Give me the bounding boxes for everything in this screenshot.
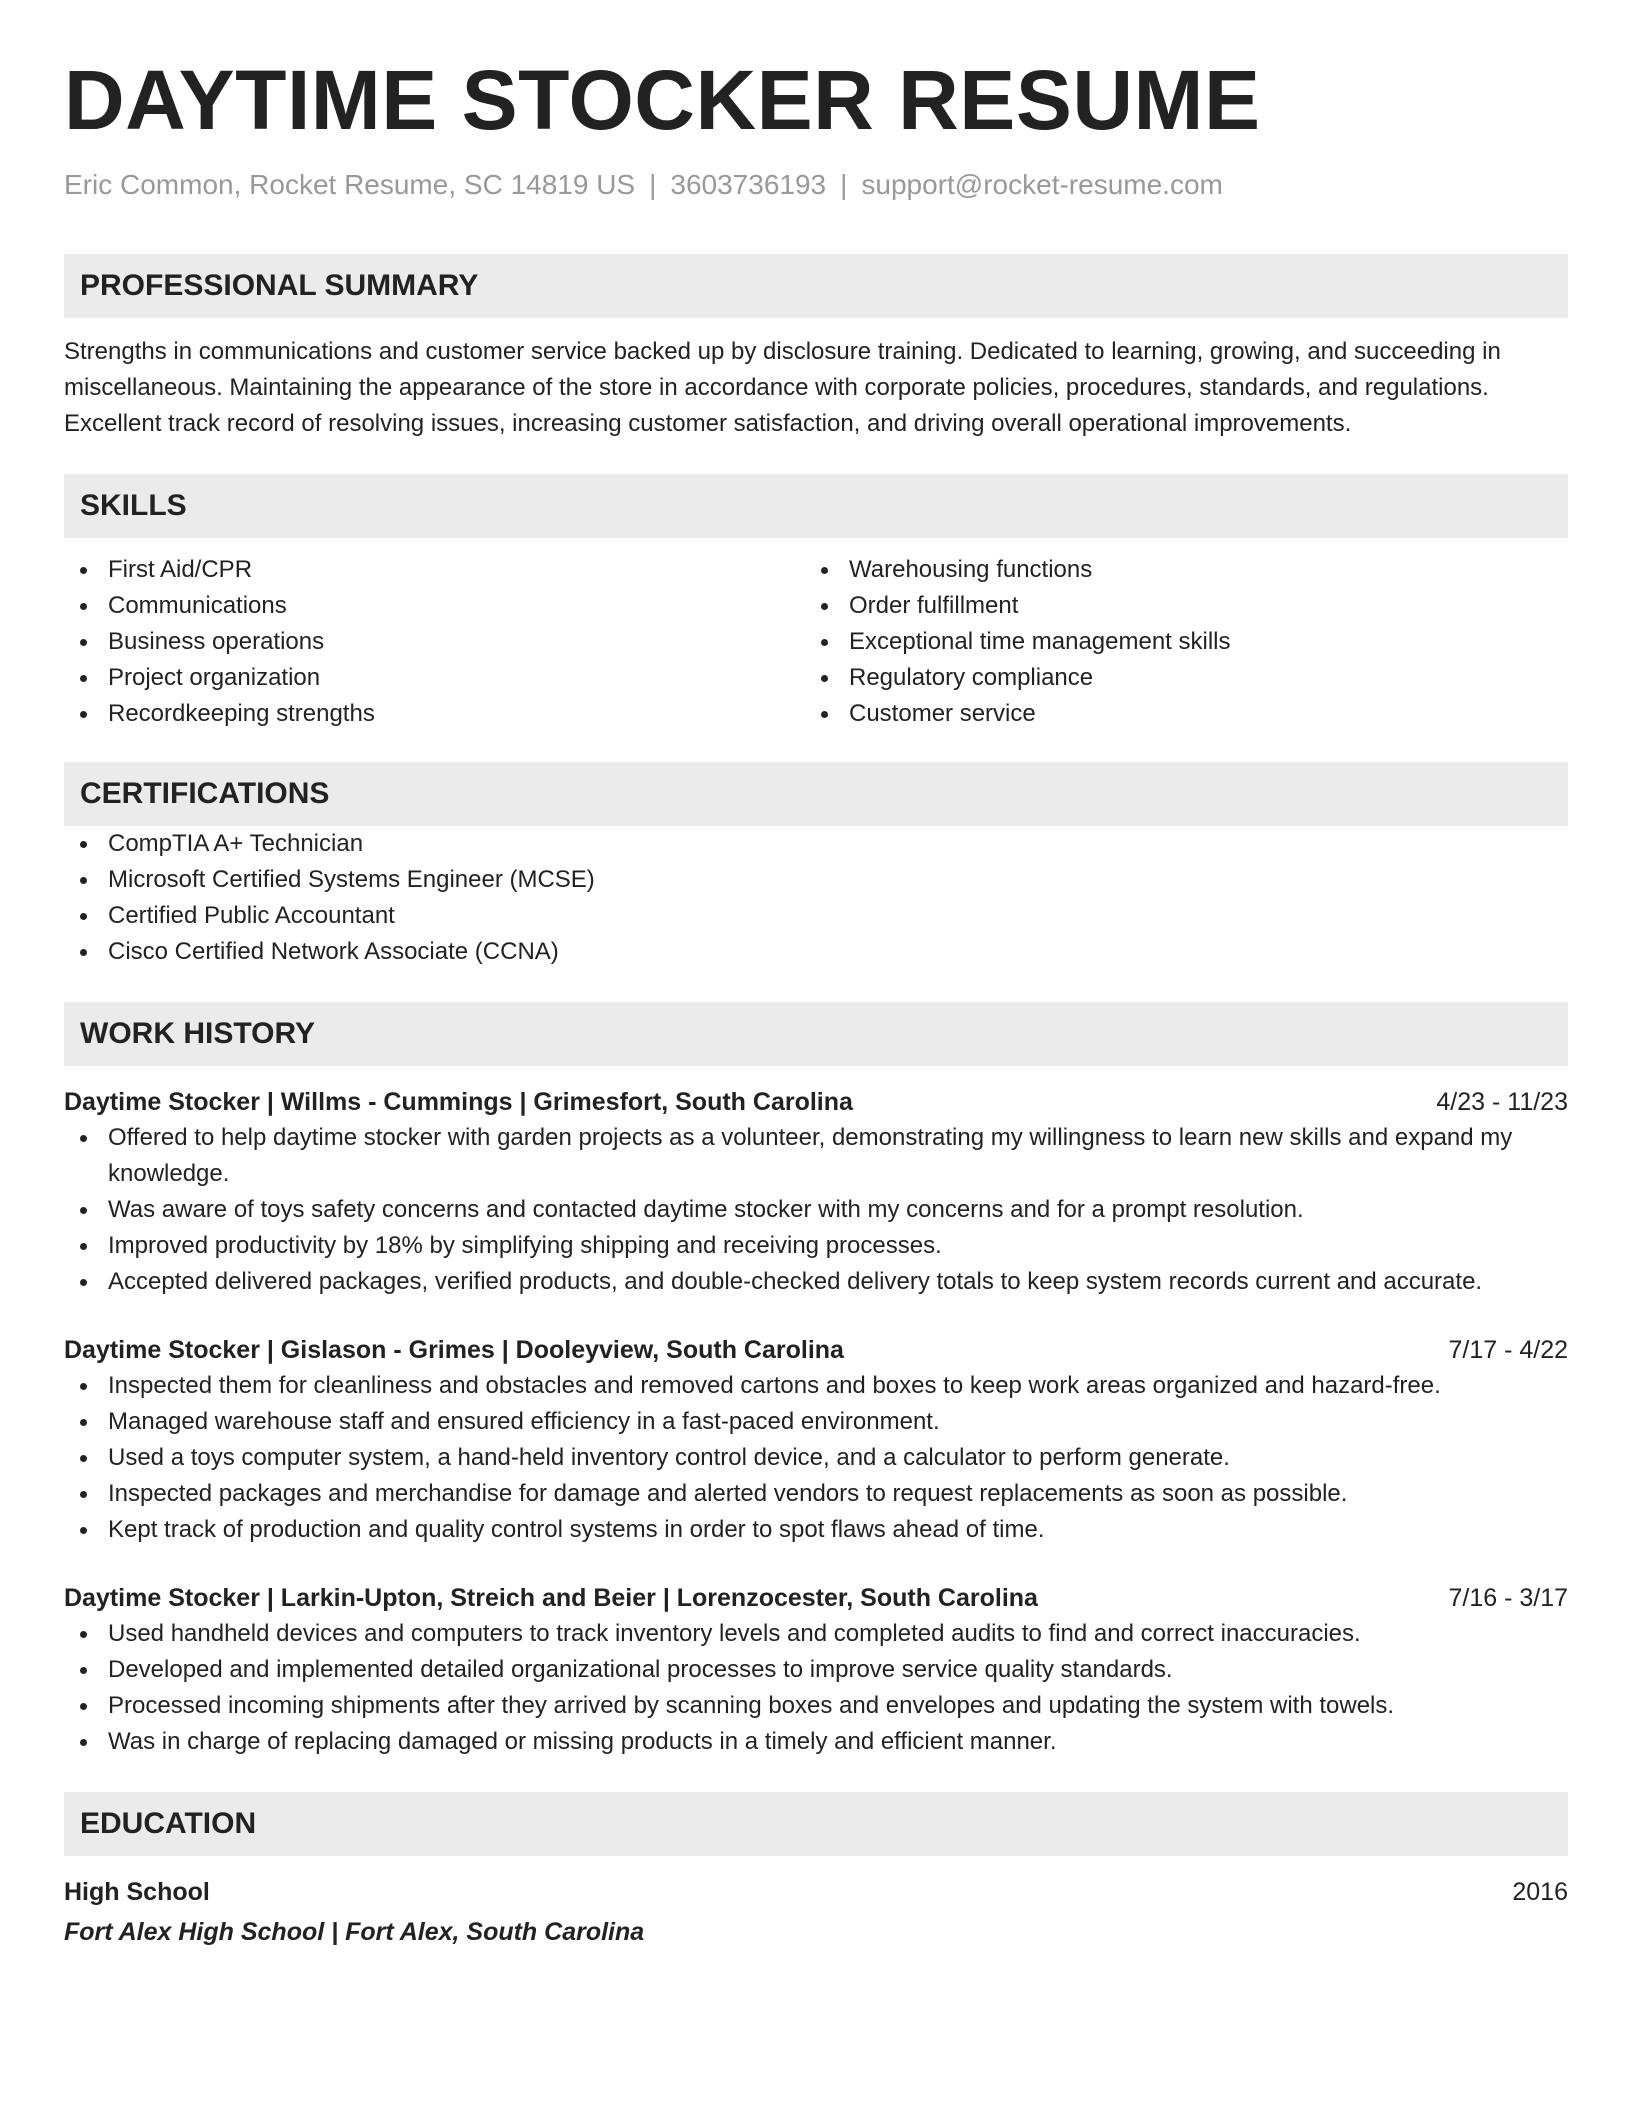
skill-item: Recordkeeping strengths: [64, 696, 805, 732]
job-duty: Developed and implemented detailed organizational processes to improve service quality standards.: [64, 1652, 1568, 1688]
education-header: [64, 1874, 1568, 1910]
skill-item: Communications: [64, 588, 805, 624]
job-duty: Inspected them for cleanliness and obstacles and removed cartons and boxes to keep work areas organized and hazard-free.: [64, 1368, 1568, 1404]
job-title: Daytime Stocker | Larkin-Upton, Streich and Beier | Lorenzocester, South Carolina: [64, 1583, 1038, 1612]
contact-address: Eric Common, Rocket Resume, SC 14819 US: [64, 169, 636, 201]
job-duty: Processed incoming shipments after they arrived by scanning boxes and envelopes and updating the system with towels.: [64, 1688, 1568, 1724]
job-header: [64, 1580, 1568, 1616]
contact-line: [64, 168, 1568, 202]
skill-item: Warehousing functions: [805, 552, 1546, 588]
skills-column-right: [805, 552, 1546, 732]
education-year: 2016: [1512, 1877, 1568, 1906]
job-duty: Inspected packages and merchandise for damage and alerted vendors to request replacements as soon as possible.: [64, 1476, 1568, 1512]
certification-item: CompTIA A+ Technician: [64, 826, 1568, 862]
skill-item: Exceptional time management skills: [805, 624, 1546, 660]
contact-separator: |: [840, 169, 848, 201]
contact-phone: 3603736193: [670, 169, 827, 201]
contact-email: support@rocket-resume.com: [861, 169, 1223, 201]
contact-separator: |: [649, 169, 657, 201]
education-school: Fort Alex High School | Fort Alex, South Carolina: [64, 1917, 645, 1946]
summary-text: Strengths in communications and customer service backed up by disclosure training. Dedicated to learning, growing, and succeeding in miscellaneous. Maintaining the appearance of the store in accordance with corporate policies, procedures, standards, and regulations. Excellent track record of resolving issues, increasing customer satisfaction, and driving overall operational improvements.: [64, 337, 1501, 437]
job-duties-list: [64, 1368, 1568, 1548]
certifications-list: [64, 826, 1568, 970]
skill-item: First Aid/CPR: [64, 552, 805, 588]
job-duty: Was aware of toys safety concerns and contacted daytime stocker with my concerns and for a prompt resolution.: [64, 1192, 1568, 1228]
job-duty: Managed warehouse staff and ensured efficiency in a fast-paced environment.: [64, 1404, 1568, 1440]
section-header-skills: SKILLS: [64, 474, 1568, 538]
job-dates: 7/16 - 3/17: [1448, 1583, 1568, 1612]
job-duty: Used a toys computer system, a hand-held inventory control device, and a calculator to perform generate.: [64, 1440, 1568, 1476]
skill-item: Business operations: [64, 624, 805, 660]
certification-item: Microsoft Certified Systems Engineer (MCSE): [64, 862, 1568, 898]
job-title: Daytime Stocker | Gislason - Grimes | Dooleyview, South Carolina: [64, 1335, 844, 1364]
job-duty: Accepted delivered packages, verified products, and double-checked delivery totals to keep system records current and accurate.: [64, 1264, 1568, 1300]
skill-item: Customer service: [805, 696, 1546, 732]
job-header: [64, 1332, 1568, 1368]
section-header-education: EDUCATION: [64, 1792, 1568, 1856]
job-duties-list: [64, 1616, 1568, 1760]
job-header: [64, 1084, 1568, 1120]
job-duties-list: [64, 1120, 1568, 1300]
job-duty: Kept track of production and quality control systems in order to spot flaws ahead of time.: [64, 1512, 1568, 1548]
resume-title: DAYTIME STOCKER RESUME: [64, 53, 1261, 147]
certification-item: Cisco Certified Network Associate (CCNA): [64, 934, 1568, 970]
certification-item: Certified Public Accountant: [64, 898, 1568, 934]
job-dates: 7/17 - 4/22: [1448, 1335, 1568, 1364]
skill-item: Project organization: [64, 660, 805, 696]
section-header-certifications: CERTIFICATIONS: [64, 762, 1568, 826]
job-duty: Improved productivity by 18% by simplifying shipping and receiving processes.: [64, 1228, 1568, 1264]
education-degree: High School: [64, 1877, 210, 1906]
job-title: Daytime Stocker | Willms - Cummings | Grimesfort, South Carolina: [64, 1087, 853, 1116]
skills-column-left: [64, 552, 805, 732]
section-header-work-history: WORK HISTORY: [64, 1002, 1568, 1066]
section-header-summary: PROFESSIONAL SUMMARY: [64, 254, 1568, 318]
job-duty: Was in charge of replacing damaged or missing products in a timely and efficient manner.: [64, 1724, 1568, 1760]
skills-list: [64, 552, 1568, 732]
job-dates: 4/23 - 11/23: [1436, 1087, 1568, 1116]
job-duty: Offered to help daytime stocker with garden projects as a volunteer, demonstrating my willingness to learn new skills and expand my knowledge.: [64, 1120, 1568, 1192]
skill-item: Regulatory compliance: [805, 660, 1546, 696]
skill-item: Order fulfillment: [805, 588, 1546, 624]
job-duty: Used handheld devices and computers to track inventory levels and completed audits to find and correct inaccuracies.: [64, 1616, 1568, 1652]
